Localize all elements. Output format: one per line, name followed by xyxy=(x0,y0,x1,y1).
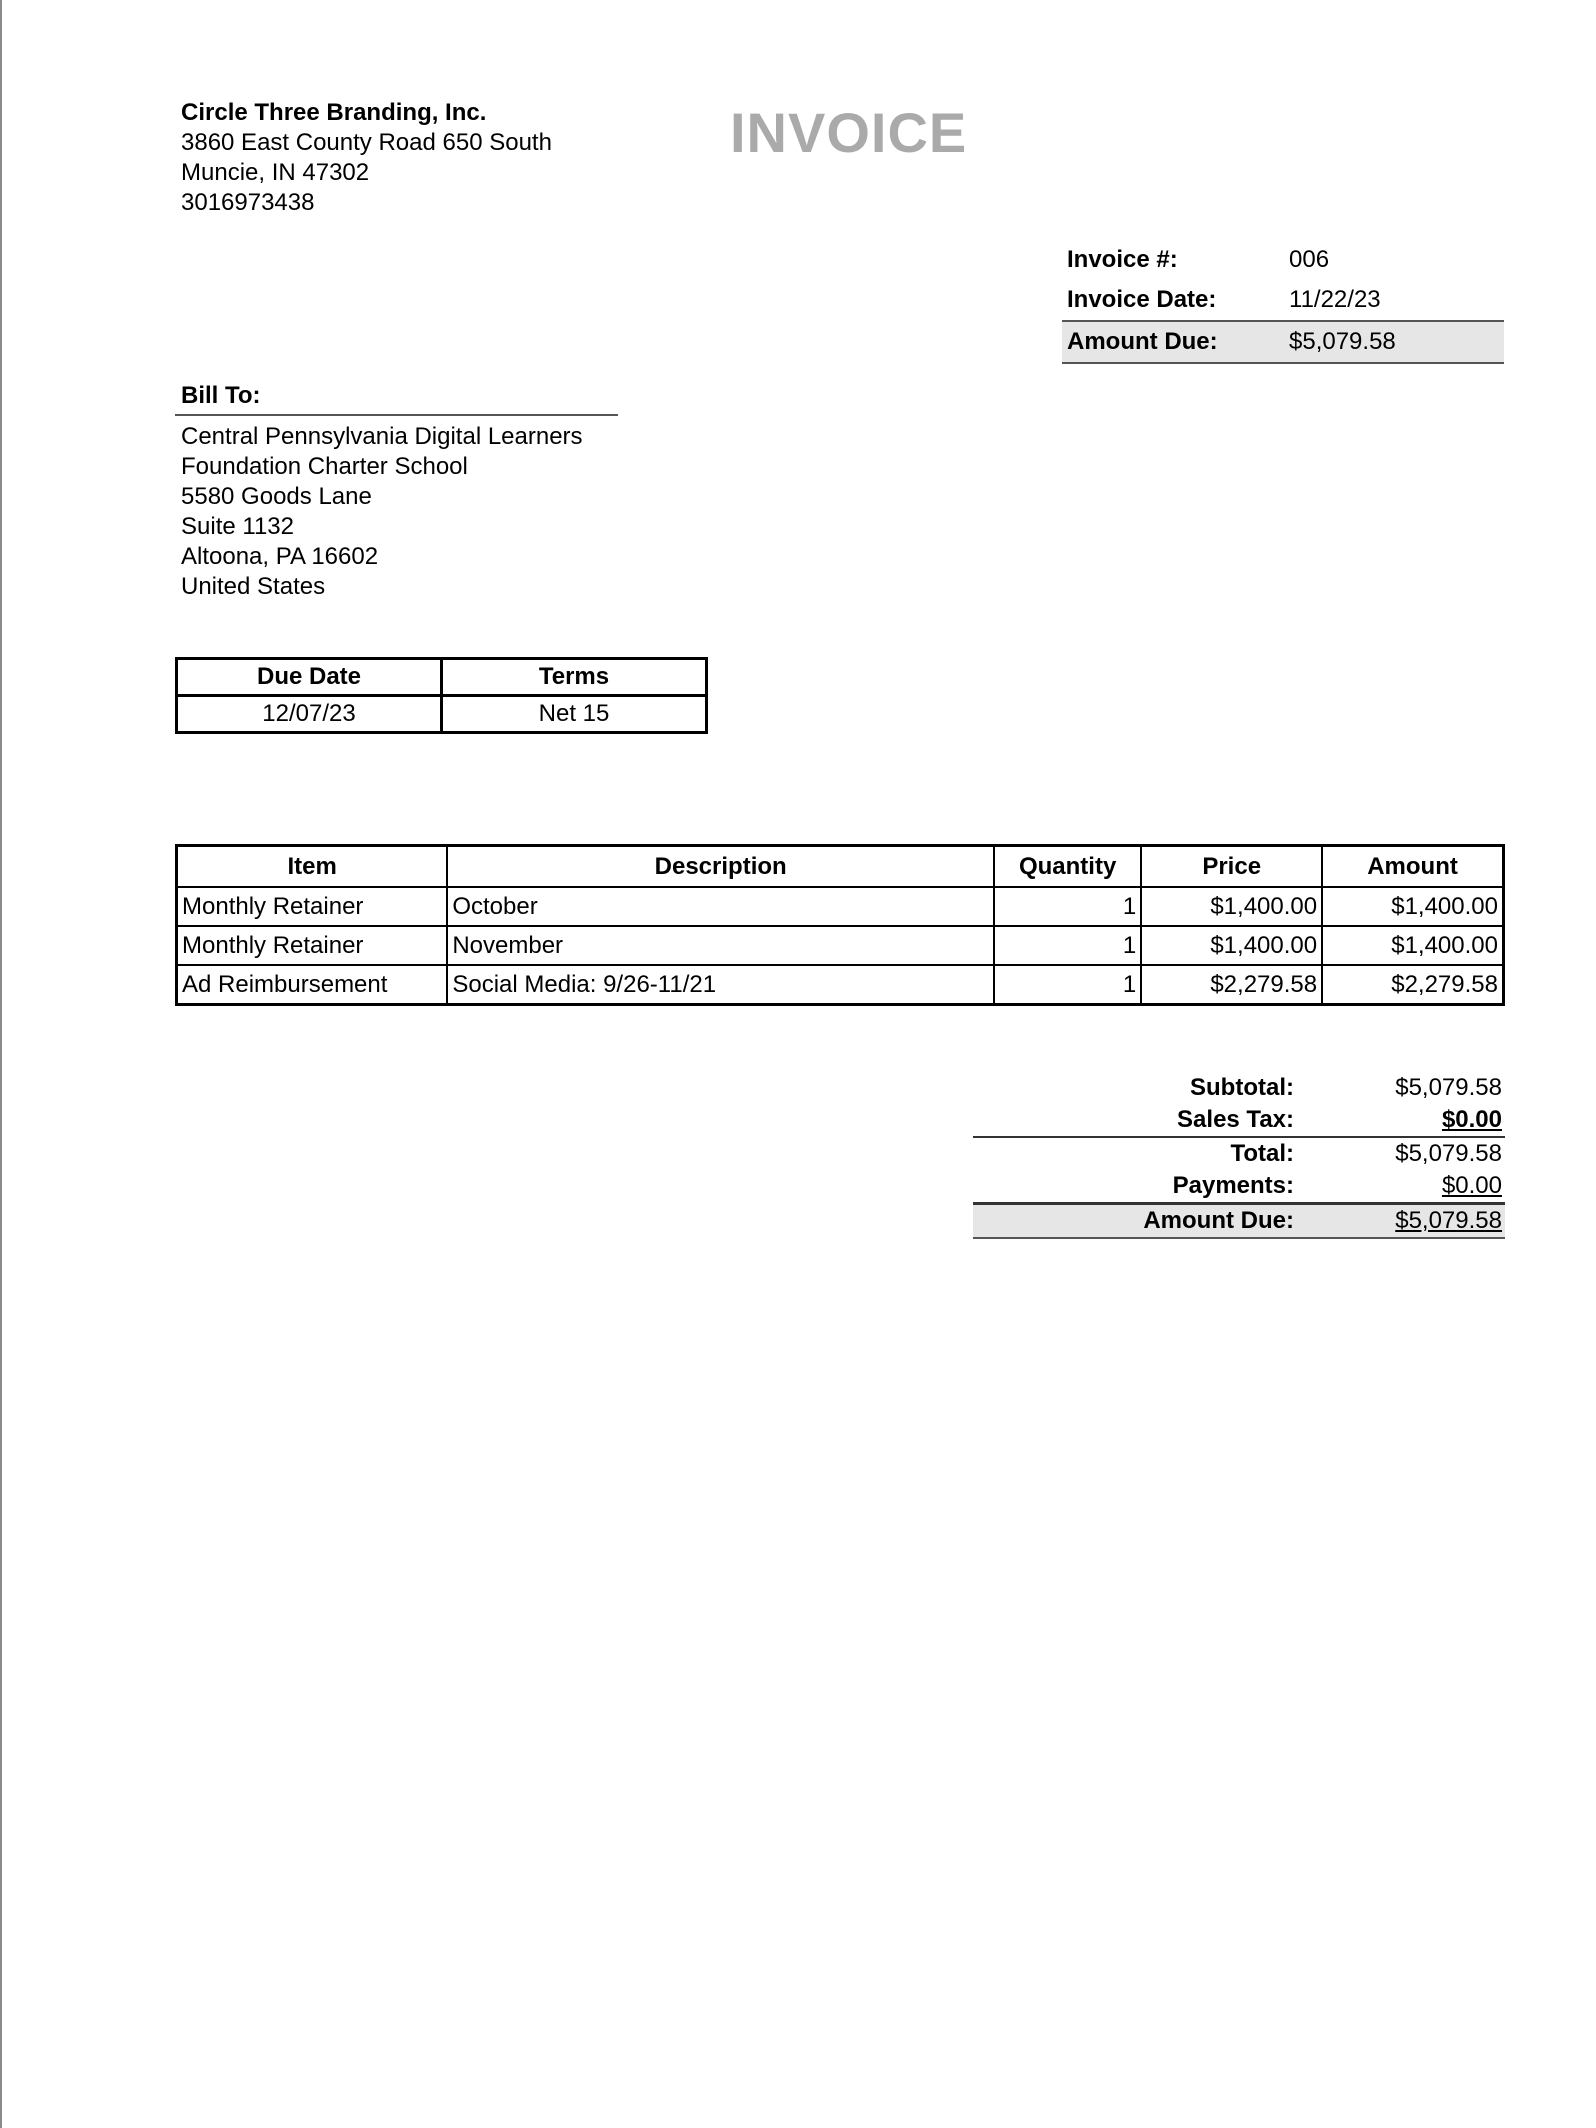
company-phone: 3016973438 xyxy=(181,189,315,216)
invoice-number-value: 006 xyxy=(1289,246,1330,273)
invoice-date-value: 11/22/23 xyxy=(1284,280,1504,321)
bill-to-label: Bill To: xyxy=(175,382,618,416)
cell-description: October xyxy=(447,887,994,926)
cell-quantity: 1 xyxy=(994,926,1141,965)
cell-price: $1,400.00 xyxy=(1141,926,1322,965)
sales-tax-value: $0.00 xyxy=(1441,1106,1502,1133)
total-amount-due-row xyxy=(973,1204,1505,1239)
invoice-meta-table xyxy=(1062,240,1504,364)
subtotal-value: $5,079.58 xyxy=(1395,1074,1502,1101)
cell-item: Ad Reimbursement xyxy=(177,965,448,1005)
bill-to-line: Altoona, PA 16602 xyxy=(181,543,379,570)
sales-tax-label: Sales Tax: xyxy=(973,1104,1309,1137)
cell-quantity: 1 xyxy=(994,887,1141,926)
invoice-number-row xyxy=(1062,240,1504,280)
due-terms-header xyxy=(177,659,707,696)
line-items-table xyxy=(175,844,1505,1006)
payments-row xyxy=(973,1170,1505,1204)
company-block xyxy=(181,98,552,218)
sales-tax-cell xyxy=(1309,1104,1505,1137)
header-amount: Amount xyxy=(1322,846,1503,888)
payments-cell xyxy=(1309,1170,1505,1204)
bill-to-line: Foundation Charter School xyxy=(181,453,468,480)
subtotal-row xyxy=(973,1072,1505,1104)
due-terms-values xyxy=(177,696,707,733)
document-title: INVOICE xyxy=(730,101,968,164)
cell-amount: $1,400.00 xyxy=(1322,926,1503,965)
cell-price: $1,400.00 xyxy=(1141,887,1322,926)
cell-item: Monthly Retainer xyxy=(177,926,448,965)
amount-due-row xyxy=(1062,321,1504,363)
sales-tax-row xyxy=(973,1104,1505,1137)
terms-header: Terms xyxy=(442,659,707,696)
due-date-value: 12/07/23 xyxy=(177,696,442,733)
company-address-line-1: 3860 East County Road 650 South xyxy=(181,129,552,156)
cell-item: Monthly Retainer xyxy=(177,887,448,926)
company-name: Circle Three Branding, Inc. xyxy=(181,99,487,126)
table-row xyxy=(177,965,1504,1005)
total-amount-due-label: Amount Due: xyxy=(973,1204,1309,1239)
totals-table xyxy=(973,1072,1505,1239)
terms-value: Net 15 xyxy=(442,696,707,733)
cell-quantity: 1 xyxy=(994,965,1141,1005)
total-row xyxy=(973,1137,1505,1170)
line-items-header xyxy=(177,846,1504,888)
bill-to-address xyxy=(181,422,583,602)
cell-description: Social Media: 9/26-11/21 xyxy=(447,965,994,1005)
amount-due-label: Amount Due: xyxy=(1062,321,1284,363)
bill-to-line: United States xyxy=(181,573,326,600)
cell-description: November xyxy=(447,926,994,965)
invoice-date-label: Invoice Date: xyxy=(1062,280,1284,321)
company-address-line-2: Muncie, IN 47302 xyxy=(181,159,370,186)
page-left-edge xyxy=(0,0,2,2128)
payments-value: $0.00 xyxy=(1441,1172,1502,1199)
amount-due-value: $5,079.58 xyxy=(1284,321,1504,363)
due-date-header: Due Date xyxy=(177,659,442,696)
table-row xyxy=(177,887,1504,926)
bill-to-line: Suite 1132 xyxy=(181,513,294,540)
cell-amount: $1,400.00 xyxy=(1322,887,1503,926)
total-amount-due-cell xyxy=(1309,1204,1505,1239)
due-terms-table xyxy=(175,657,708,734)
payments-label: Payments: xyxy=(973,1170,1309,1204)
invoice-number-label: Invoice #: xyxy=(1067,246,1178,273)
total-value: $5,079.58 xyxy=(1395,1140,1502,1167)
cell-amount: $2,279.58 xyxy=(1322,965,1503,1005)
bill-to-line: 5580 Goods Lane xyxy=(181,483,372,510)
total-amount-due-value: $5,079.58 xyxy=(1395,1207,1502,1234)
header-item: Item xyxy=(177,846,448,888)
table-row xyxy=(177,926,1504,965)
subtotal-label: Subtotal: xyxy=(1190,1074,1294,1101)
total-label: Total: xyxy=(1230,1140,1294,1167)
cell-price: $2,279.58 xyxy=(1141,965,1322,1005)
header-quantity: Quantity xyxy=(994,846,1141,888)
invoice-date-row xyxy=(1062,280,1504,321)
header-price: Price xyxy=(1141,846,1322,888)
bill-to-line: Central Pennsylvania Digital Learners xyxy=(181,423,583,450)
header-description: Description xyxy=(447,846,994,888)
